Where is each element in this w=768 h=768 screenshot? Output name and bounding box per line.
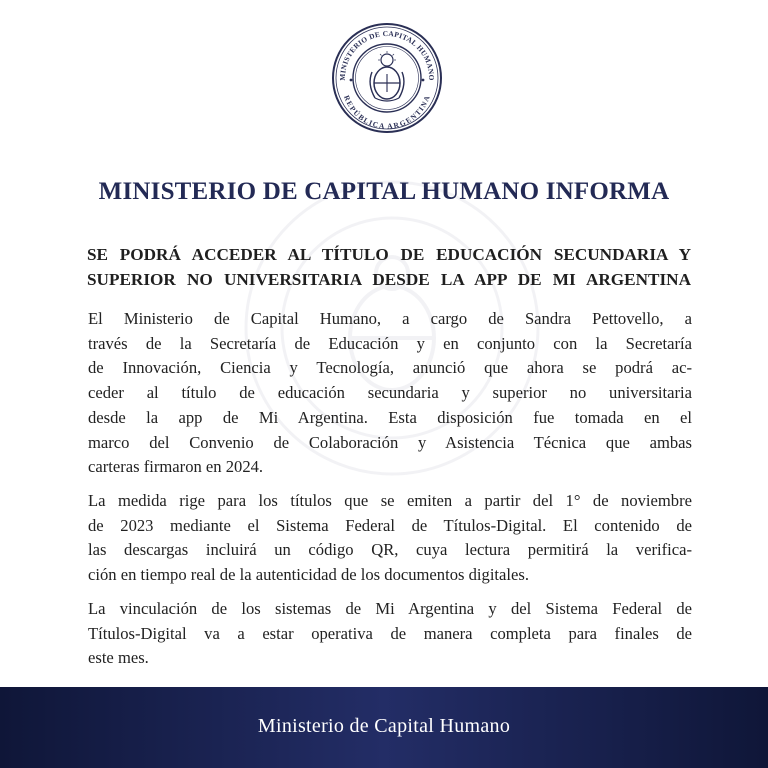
paragraph-line: ción en tiempo real de la autenticidad de los documentos digitales.	[88, 565, 529, 585]
footer-label: Ministerio de Capital Humano	[257, 715, 511, 737]
ministry-seal-icon	[331, 22, 443, 134]
paragraph-line: este mes.	[88, 648, 149, 668]
page-title: MINISTERIO DE CAPITAL HUMANO INFORMA	[98, 178, 670, 205]
paragraph-line: desde la app de Mi Argentina. Esta disposición fue tomada en el	[88, 407, 692, 427]
footer-bar	[0, 687, 768, 768]
subheadline-line: SE PODRÁ ACCEDER AL TÍTULO DE EDUCACIÓN SECUNDARIA Y	[87, 245, 691, 264]
paragraph-line: La medida rige para los títulos que se emiten a partir del 1° de noviembre	[88, 491, 692, 510]
paragraph-line: través de la Secretaría de Educación y en conjunto con la Secretaría	[88, 333, 692, 353]
seal-ring-text-bottom: REPÚBLICA ARGENTINA	[342, 93, 432, 131]
body-paragraph-2	[88, 489, 692, 588]
body-paragraph-1	[88, 307, 692, 480]
paragraph-line: de Innovación, Ciencia y Tecnología, anunció que ahora se podrá ac-	[88, 358, 692, 378]
paragraph-line: de 2023 mediante el Sistema Federal de Títulos-Digital. El contenido de	[88, 515, 692, 535]
subheadline	[87, 242, 691, 292]
paragraph-line: marco del Convenio de Colaboración y Asistencia Técnica que ambas	[88, 432, 692, 452]
paragraph-line: El Ministerio de Capital Humano, a cargo de Sandra Pettovello, a	[88, 309, 692, 328]
paragraph-line: carteras firmaron en 2024.	[88, 457, 264, 477]
paragraph-line: las descargas incluirá un código QR, cuya lectura permitirá la verifica-	[88, 540, 692, 560]
paragraph-line: ceder al título de educación secundaria y superior no universitaria	[88, 383, 692, 403]
paragraph-line: Títulos-Digital va a estar operativa de manera completa para finales de	[88, 623, 692, 643]
paragraph-line: La vinculación de los sistemas de Mi Argentina y del Sistema Federal de	[88, 599, 692, 618]
seal-ring-text-top: MINISTERIO DE CAPITAL HUMANO	[337, 28, 437, 81]
subheadline-line: SUPERIOR NO UNIVERSITARIA DESDE LA APP DE MI ARGENTINA	[87, 270, 691, 289]
body-paragraph-3	[88, 597, 692, 671]
